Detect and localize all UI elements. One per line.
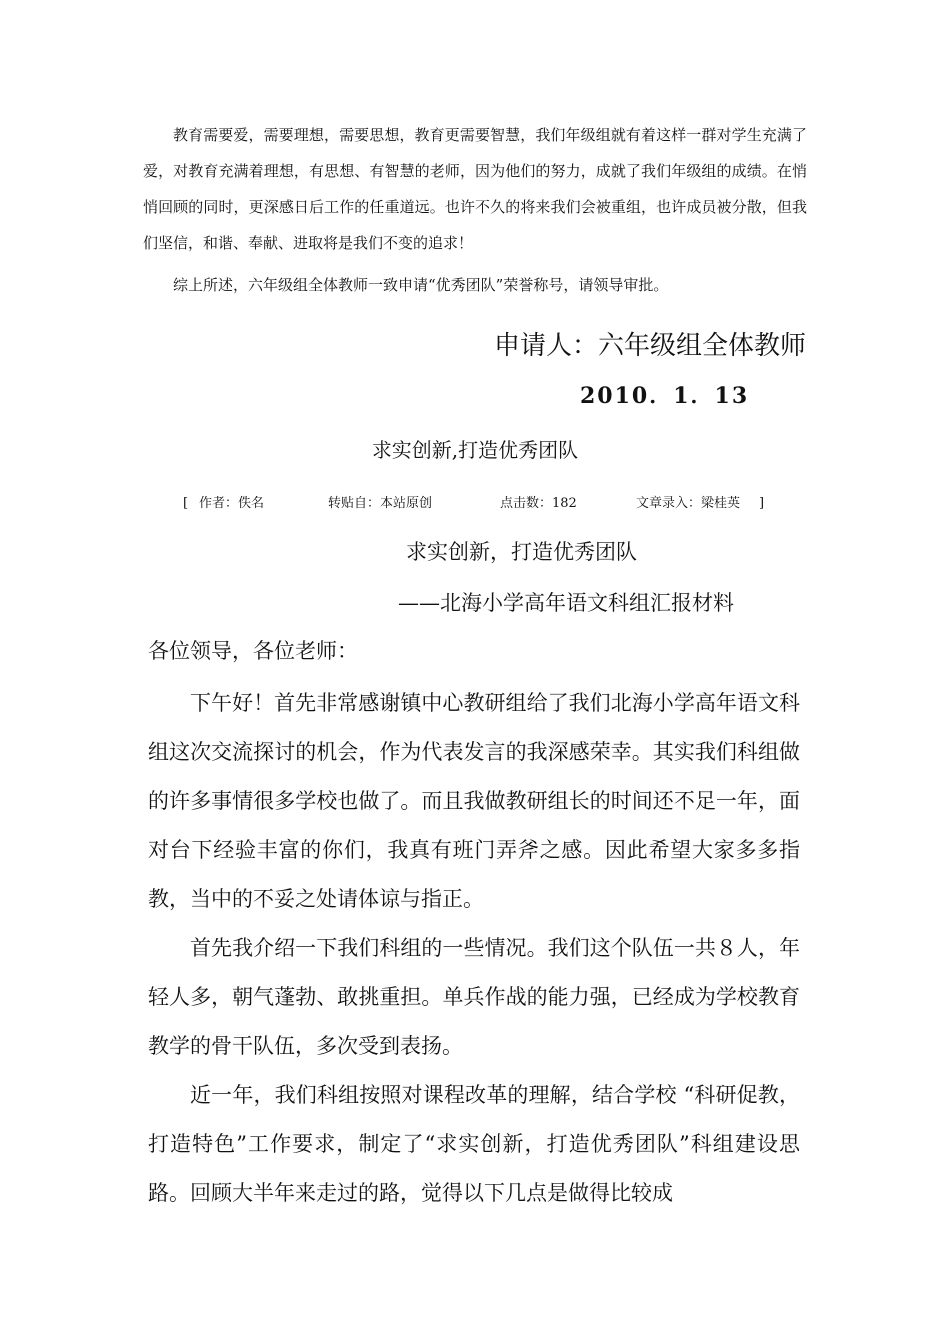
signature-date: 2010．1．13 [580,383,750,409]
meta-hit-count: 点击数：182 [500,496,577,511]
meta-editor: 文章录入：梁桂英 [636,496,741,511]
article-title: 求实创新，打造优秀团队 [406,540,637,564]
body-paragraph: 首先我介绍一下我们科组的一些情况。我们这个队伍一共８人，年轻人多，朝气蓬勃、敢挑重担。单兵作战的能力强，已经成为学校教育教学的骨干队伍，多次受到表扬。 [148,936,800,1058]
body-paragraph: 下午好！首先非常感谢镇中心教研组给了我们北海小学高年语文科组这次交流探讨的机会，作为代表发言的我深感荣幸。其实我们科组做的许多事情很多学校也做了。而且我做教研组长的时间还不足一年，面对台下经验丰富的你们，我真有班门弄斧之感。因此希望大家多多指教，当中的不妥之处请体谅与指正。 [148,691,800,911]
meta-open-bracket: [ [183,496,189,511]
meta-source: 转贴自：本站原创 [328,496,433,511]
greeting: 各位领导，各位老师： [148,639,358,663]
article-subtitle: ——北海小学高年语文科组汇报材料 [398,591,734,615]
applicant-signature: 申请人：六年级组全体教师 [493,331,806,361]
article-web-title: 求实创新,打造优秀团队 [371,438,579,462]
intro-paragraph: 教育需要爱，需要理想，需要思想，教育更需要智慧，我们年级组就有着这样一群对学生充满了爱，对教育充满着理想，有思想、有智慧的老师，因为他们的努力，成就了我们年级组的成绩。在悄悄回顾的同时，更深感日后工作的任重道远。也许不久的将来我们会被重组，也许成员被分散，但我们坚信，和谐、奉献、进取将是我们不变的追求！ [143,126,807,252]
body-paragraph: 近一年，我们科组按照对课程改革的理解，结合学校 “科研促教，打造特色”工作要求，制定了“求实创新，打造优秀团队”科组建设思路。回顾大半年来走过的路，觉得以下几点是做得比较成 [148,1083,800,1205]
application-paragraph: 综上所述，六年级组全体教师一致申请“优秀团队”荣誉称号，请领导审批。 [173,276,669,294]
meta-author: 作者：佚名 [199,496,265,511]
meta-close-bracket: ] [759,496,765,511]
